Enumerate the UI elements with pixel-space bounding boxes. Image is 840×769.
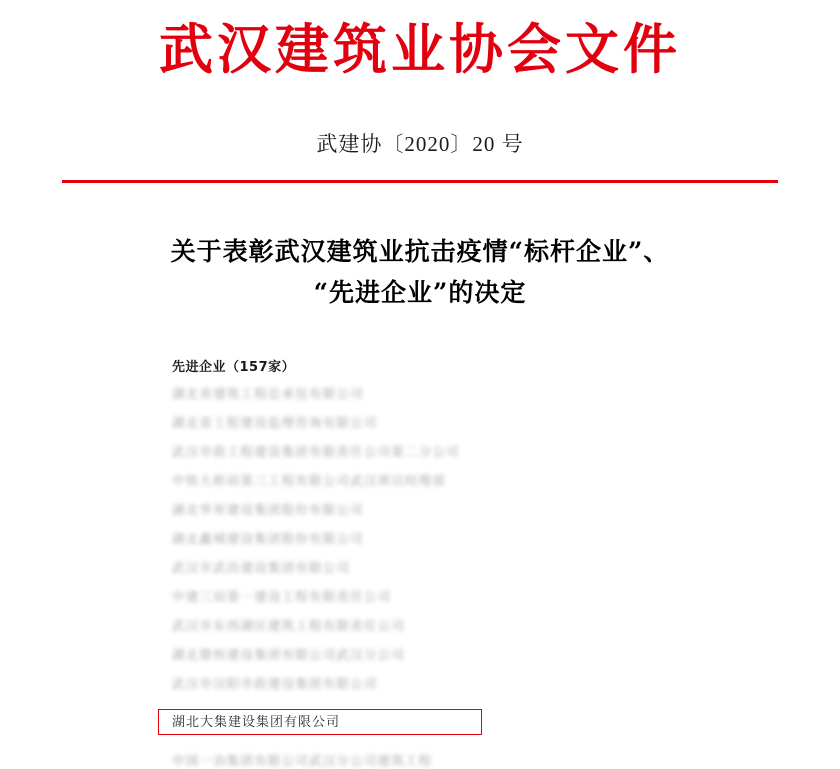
section-label-advanced-enterprises: 先进企业（157家） bbox=[172, 359, 296, 375]
list-item: 武汉市政工程建设集团有限责任公司第二分公司 bbox=[172, 443, 460, 459]
list-item: 湖北鼎恒建设集团有限公司武汉分公司 bbox=[172, 646, 405, 662]
list-item: 武汉市东西湖区建筑工程有限责任公司 bbox=[172, 617, 405, 633]
list-item: 湖北鑫城建设集团股份有限公司 bbox=[172, 530, 364, 546]
document-title: 武汉建筑业协会文件 bbox=[159, 17, 681, 81]
document-number: 武建协〔2020〕20 号 bbox=[316, 132, 524, 157]
list-item: 湖北省工程建设监理咨询有限公司 bbox=[172, 414, 378, 430]
headline-line-1: 关于表彰武汉建筑业抗击疫情“标杆企业”、 bbox=[170, 237, 670, 267]
list-item: 中建三局第一建设工程有限责任公司 bbox=[172, 588, 392, 604]
list-item: 中国一冶集团有限公司武汉分公司建筑工程 bbox=[172, 752, 433, 768]
list-item: 武汉市武昌建设集团有限公司 bbox=[172, 559, 351, 575]
list-item: 武汉市汉阳市政建设集团有限公司 bbox=[172, 675, 378, 691]
list-item: 湖北华昇建设集团股份有限公司 bbox=[172, 501, 364, 517]
decision-headline bbox=[120, 231, 720, 314]
highlighted-list-item bbox=[172, 712, 840, 738]
enterprise-list-block bbox=[0, 356, 840, 769]
list-item: 中铁大桥局第三工程有限公司武汉项目经理部 bbox=[172, 472, 447, 488]
list-item: 湖北省建筑工程总承包有限公司 bbox=[172, 385, 364, 401]
red-divider-rule bbox=[62, 180, 778, 183]
document-masthead bbox=[0, 0, 840, 80]
highlighted-company-name: 湖北大集建设集团有限公司 bbox=[172, 714, 341, 730]
headline-line-2: “先进企业”的决定 bbox=[313, 278, 527, 308]
